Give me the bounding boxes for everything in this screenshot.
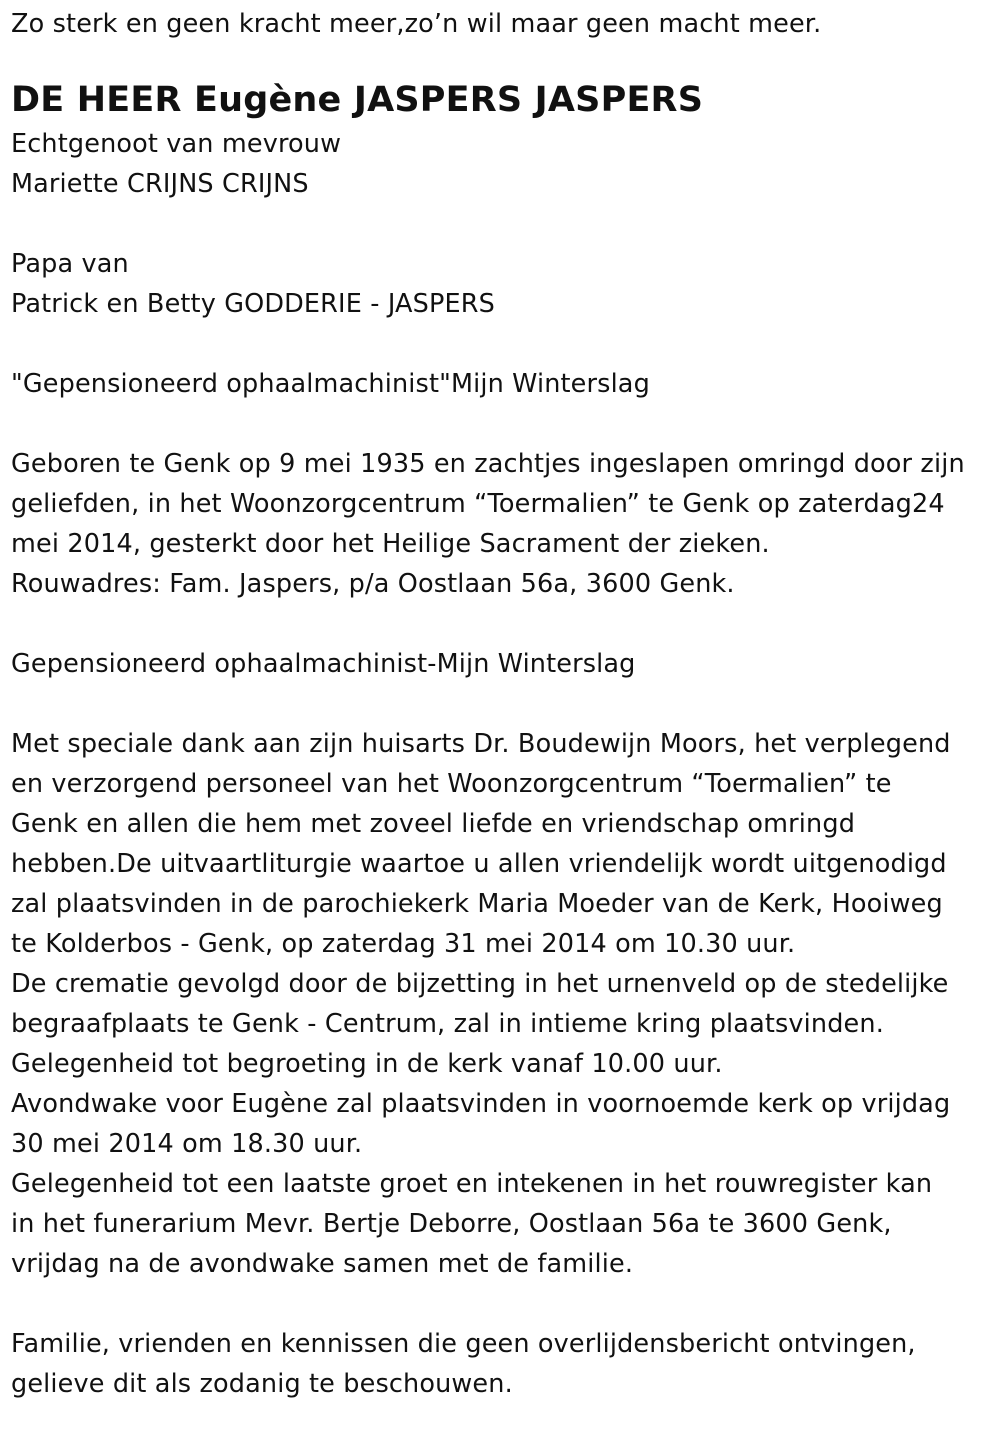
children-intro: Papa van <box>11 249 129 279</box>
details-line: Gelegenheid tot een laatste groet en intekenen in het rouwregister kan <box>11 1169 933 1199</box>
details-line: 30 mei 2014 om 18.30 uur. <box>11 1129 363 1159</box>
spouse-intro: Echtgenoot van mevrouw <box>11 129 342 159</box>
spacer <box>11 204 1000 244</box>
spacer <box>11 404 1000 444</box>
birth-death-line: geliefden, in het Woonzorgcentrum “Toermalien” te Genk op zaterdag24 <box>11 489 945 519</box>
spacer <box>11 324 1000 364</box>
details-line: in het funerarium Mevr. Bertje Deborre, Oostlaan 56a te 3600 Genk, <box>11 1209 892 1239</box>
closing-line: Familie, vrienden en kennissen die geen overlijdensbericht ontvingen, <box>11 1329 916 1359</box>
details-line: vrijdag na de avondwake samen met de familie. <box>11 1249 634 1279</box>
details-line: hebben.De uitvaartliturgie waartoe u allen vriendelijk wordt uitgenodigd <box>11 849 947 879</box>
spacer <box>11 684 1000 724</box>
closing-line: gelieve dit als zodanig te beschouwen. <box>11 1369 513 1399</box>
obituary-notice <box>0 4 1000 1434</box>
spouse-name: Mariette CRIJNS CRIJNS <box>11 169 309 199</box>
spacer <box>11 604 1000 644</box>
children-names: Patrick en Betty GODDERIE - JASPERS <box>11 289 495 319</box>
motto: Zo sterk en geen kracht meer,zo’n wil maar geen macht meer. <box>11 9 822 39</box>
details-line: Met speciale dank aan zijn huisarts Dr. Boudewijn Moors, het verplegend <box>11 729 951 759</box>
deceased-name: DE HEER Eugène JASPERS JASPERS <box>11 80 704 120</box>
occupation-quoted: "Gepensioneerd ophaalmachinist"Mijn Winterslag <box>11 369 650 399</box>
details-line: Avondwake voor Eugène zal plaatsvinden in voornoemde kerk op vrijdag <box>11 1089 951 1119</box>
spacer <box>11 1284 1000 1324</box>
details-line: en verzorgend personeel van het Woonzorgcentrum “Toermalien” te <box>11 769 892 799</box>
details-line: Gelegenheid tot begroeting in de kerk vanaf 10.00 uur. <box>11 1049 723 1079</box>
details-line: te Kolderbos - Genk, op zaterdag 31 mei 2014 om 10.30 uur. <box>11 929 796 959</box>
details-line: begraafplaats te Genk - Centrum, zal in intieme kring plaatsvinden. <box>11 1009 884 1039</box>
details-line: Genk en allen die hem met zoveel liefde en vriendschap omringd <box>11 809 856 839</box>
details-line: De crematie gevolgd door de bijzetting in het urnenveld op de stedelijke <box>11 969 949 999</box>
mourning-address: Rouwadres: Fam. Jaspers, p/a Oostlaan 56a, 3600 Genk. <box>11 569 735 599</box>
occupation: Gepensioneerd ophaalmachinist-Mijn Winterslag <box>11 649 636 679</box>
details-line: zal plaatsvinden in de parochiekerk Maria Moeder van de Kerk, Hooiweg <box>11 889 943 919</box>
birth-death-line: mei 2014, gesterkt door het Heilige Sacrament der zieken. <box>11 529 770 559</box>
birth-death-line: Geboren te Genk op 9 mei 1935 en zachtjes ingeslapen omringd door zijn <box>11 449 965 479</box>
